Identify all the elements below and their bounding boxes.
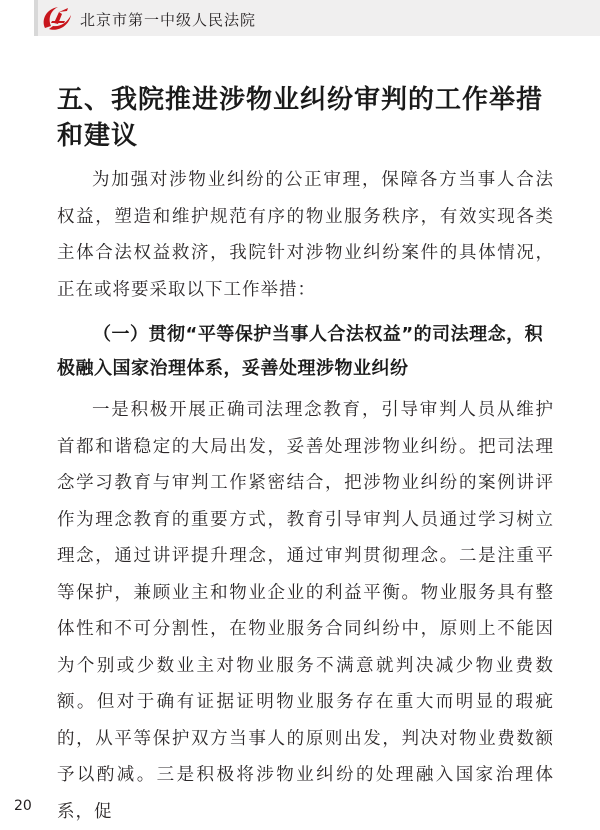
subsection-heading: （一）贯彻“平等保护当事人合法权益”的司法理念，积极融入国家治理体系，妥善处理涉物业纠纷 [57, 324, 544, 379]
page-number: 20 [14, 798, 32, 814]
body-paragraph: 一是积极开展正确司法理念教育，引导审判人员从维护首都和谐稳定的大局出发，妥善处理涉物业纠纷。把司法理念学习教育与审判工作紧密结合，把涉物业纠纷的案例讲评作为理念教育的重要方式，教育引导审判人员通过学习树立理念，通过讲评提升理念，通过审判贯彻理念。二是注重平等保护，兼顾业主和物业企业的利益平衡。物业服务具有整体性和不可分割性，在物业服务合同纠纷中，原则上不能因为个别或少数业主对物业服务不满意就判决减少物业费数额。但对于确有证据证明物业服务存在重大而明显的瑕疵的，从平等保护双方当事人的原则出发，判决对物业费数额予以酌减。三是积极将涉物业纠纷的处理融入国家治理体系，促 [57, 400, 554, 822]
court-name: 北京市第一中级人民法院 [80, 11, 257, 29]
header-edge-divider [34, 0, 38, 36]
intro-paragraph: 为加强对涉物业纠纷的公正审理，保障各方当事人合法权益，塑造和维护规范有序的物业服务秩序，有效实现各类主体合法权益救济，我院针对涉物业纠纷案件的具体情况，正在或将要采取以下工作举措： [57, 170, 554, 300]
court-emblem-logo [40, 3, 74, 33]
section-title: 五、我院推进涉物业纠纷审判的工作举措和建议 [57, 85, 544, 151]
